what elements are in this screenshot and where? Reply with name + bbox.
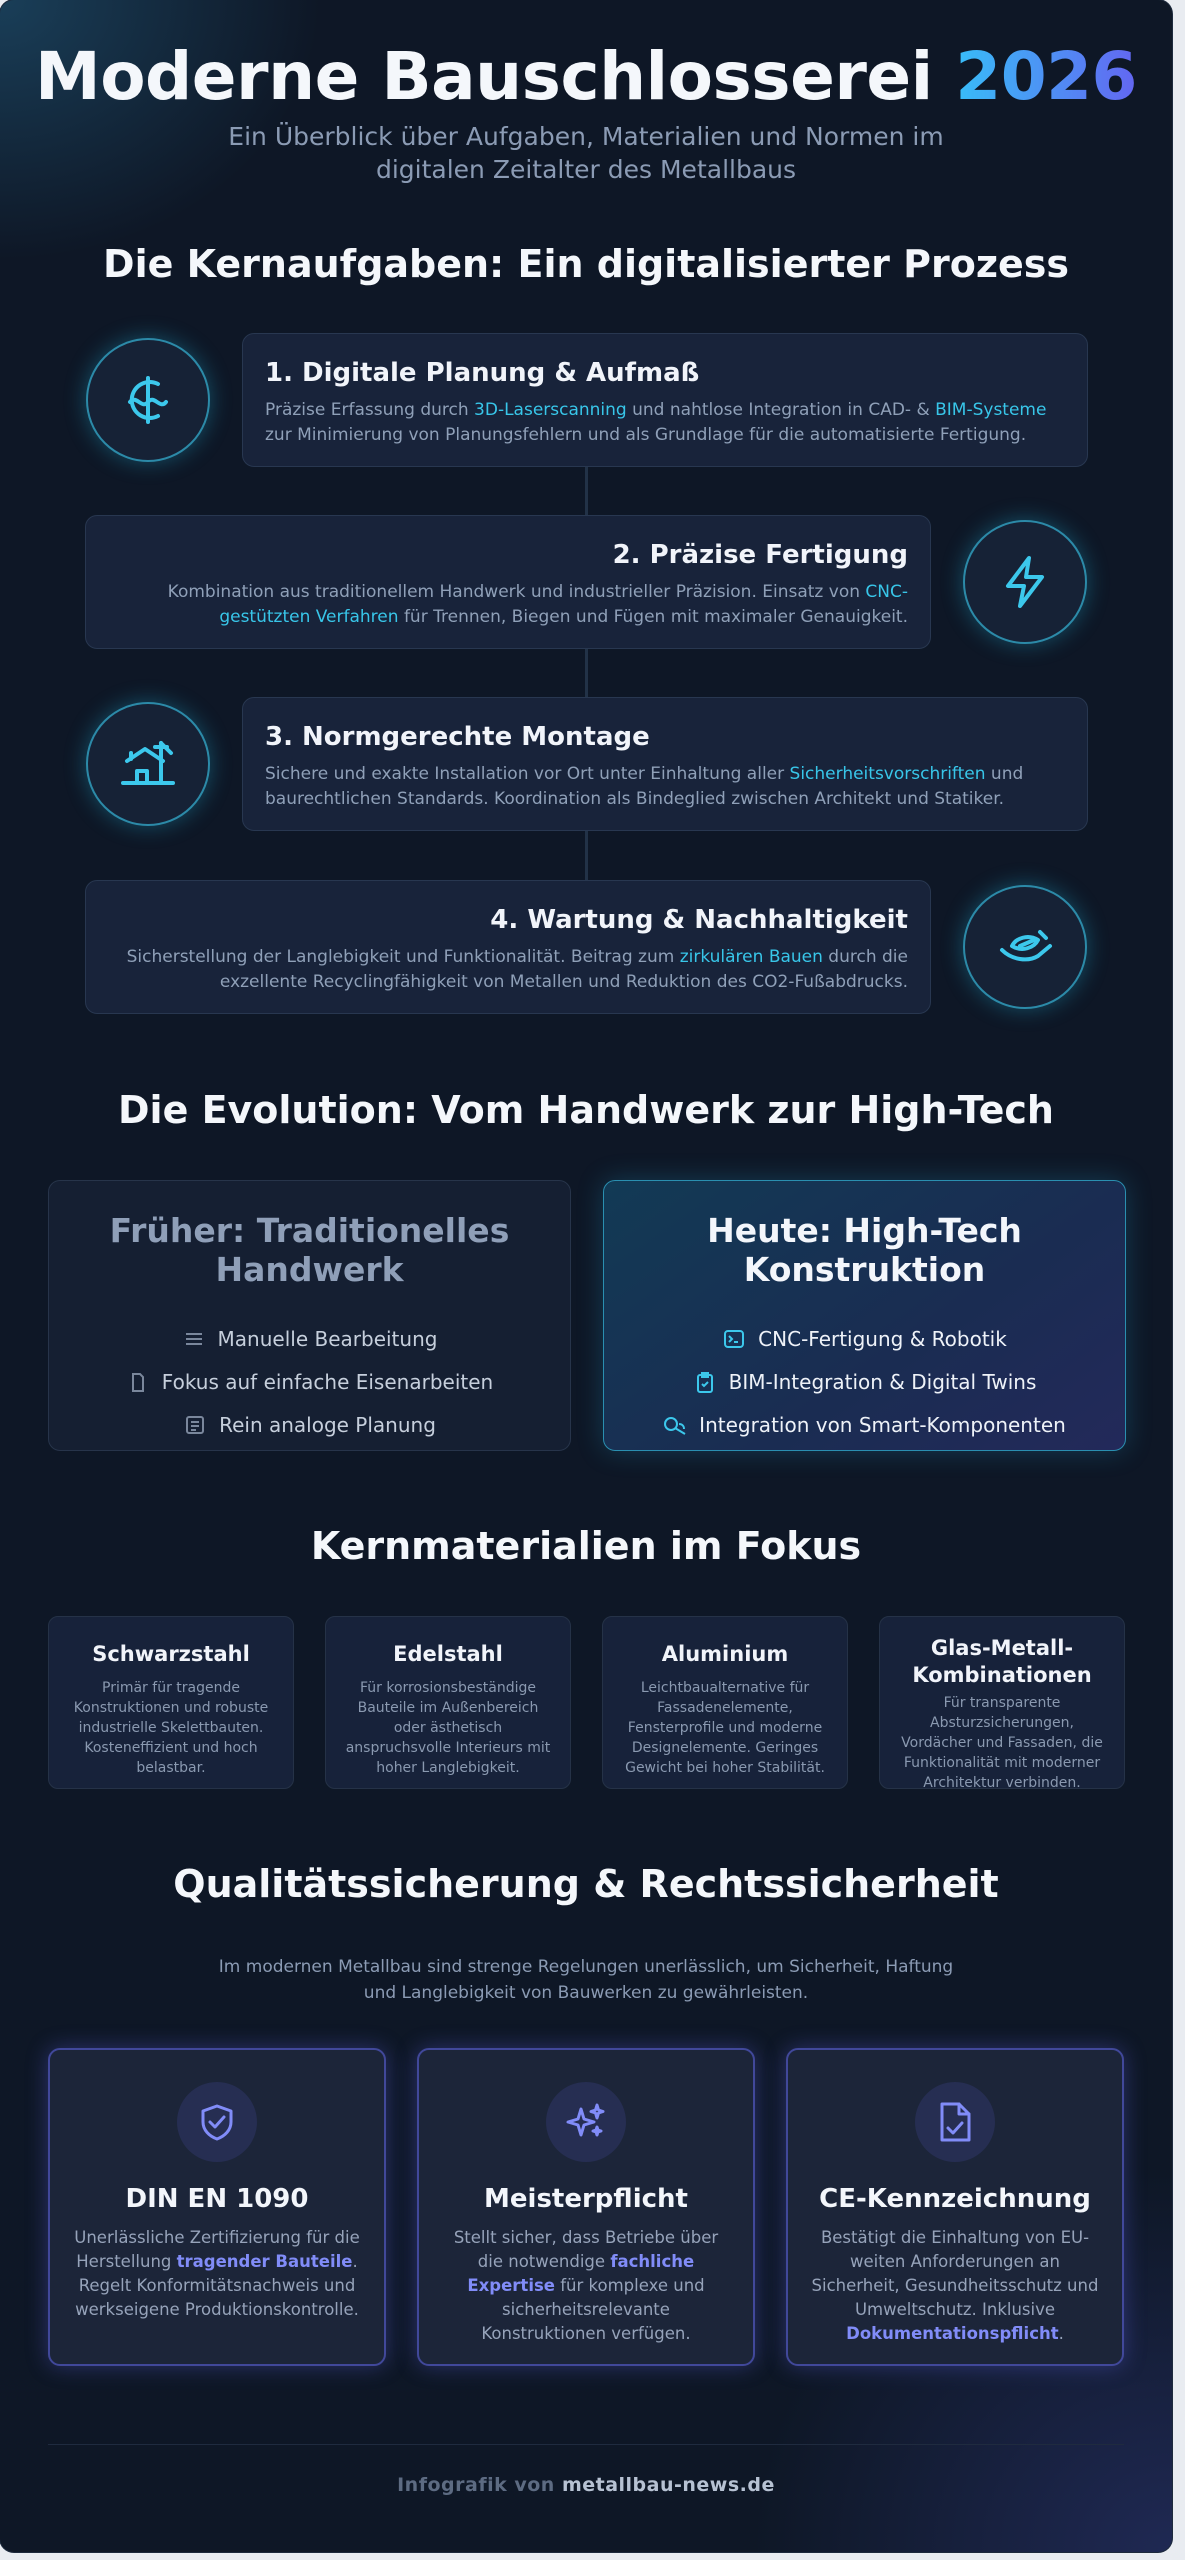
- quality-card-din-en-1090: [48, 2048, 386, 2366]
- material-card-glass-metal: [879, 1616, 1125, 1789]
- step-title: 2. Präzise Fertigung: [612, 540, 908, 570]
- document-check-icon: [915, 2082, 995, 2162]
- step-description: Sicherstellung der Langlebigkeit und Funktionalität. Beitrag zum zirkulären Bauen durch die exzellente Recyclingfähigkeit von Metallen und Reduktion des CO2-Fußabdrucks.: [126, 947, 908, 992]
- paper-plan-icon: [183, 1413, 207, 1437]
- step-digital-planning: [242, 333, 1088, 467]
- evolution-present-title: Heute: High-Tech Konstruktion: [707, 1211, 1022, 1289]
- footer-divider: [48, 2444, 1124, 2445]
- quality-title: Meisterpflicht: [484, 2184, 688, 2214]
- evolution-past-item: Manuelle Bearbeitung: [69, 1317, 550, 1360]
- material-title: Schwarzstahl: [92, 1642, 250, 1666]
- title-main: Moderne Bauschlosserei: [35, 38, 956, 115]
- step-description: Kombination aus traditionellem Handwerk und industrieller Präzision. Einsatz von CNC-gestützten Verfahren für Trennen, Biegen und Fügen mit maximaler Genauigkeit.: [167, 582, 908, 627]
- hand-tool-icon: [126, 1370, 150, 1394]
- quality-description: Stellt sicher, dass Betriebe über die notwendige fachliche Expertise für komplexe und sicherheitsrelevante Konstruktionen verfügen.: [453, 2228, 719, 2343]
- quality-heading: Qualitätssicherung & Rechtssicherheit: [173, 1862, 999, 1906]
- clipboard-icon: [693, 1370, 717, 1394]
- digital-planning-icon: [86, 338, 210, 462]
- material-description: Für transparente Absturzsicherungen, Vordächer und Fassaden, die Funktionalität mit moderner Architektur verbinden.: [901, 1695, 1103, 1791]
- evolution-past-item: Fokus auf einfache Eisenarbeiten: [69, 1360, 550, 1403]
- material-title: Edelstahl: [393, 1642, 503, 1666]
- step-standard-installation: [242, 697, 1088, 831]
- material-card-aluminium: [602, 1616, 848, 1789]
- evolution-present-item: CNC-Fertigung & Robotik: [624, 1317, 1105, 1360]
- step-title: 4. Wartung & Nachhaltigkeit: [490, 905, 908, 935]
- step-precise-manufacturing: [85, 515, 931, 649]
- shield-check-icon: [177, 2082, 257, 2162]
- material-description: Für korrosionsbeständige Bauteile im Außenbereich oder ästhetisch anspruchsvolle Interieurs mit hoher Langlebigkeit.: [345, 1680, 551, 1776]
- evolution-present-item: Integration von Smart-Komponenten: [624, 1403, 1105, 1446]
- step-description: Sichere und exakte Installation vor Ort unter Einhaltung aller Sicherheitsvorschriften und baurechtlichen Standards. Koordination als Bindeglied zwischen Architekt und Statiker.: [265, 764, 1024, 809]
- building-crane-icon: [86, 702, 210, 826]
- footer-credit: Infografik von metallbau-news.de: [397, 2474, 775, 2496]
- quality-description: Bestätigt die Einhaltung von EU-weiten Anforderungen an Sicherheit, Gesundheitsschutz und Umweltschutz. Inklusive Dokumentationspflicht.: [811, 2228, 1099, 2343]
- material-title: Aluminium: [661, 1642, 789, 1666]
- step-title: 3. Normgerechte Montage: [265, 722, 650, 752]
- evolution-past-title: Früher: Traditionelles Handwerk: [109, 1211, 510, 1289]
- quality-title: DIN EN 1090: [125, 2184, 309, 2214]
- material-card-stainless-steel: [325, 1616, 571, 1789]
- material-card-black-steel: [48, 1616, 294, 1789]
- lightning-icon: [963, 520, 1087, 644]
- page-subtitle: Ein Überblick über Aufgaben, Materialien und Normen im digitalen Zeitalter des Metallbaus: [228, 122, 944, 184]
- core-tasks-heading: Die Kernaufgaben: Ein digitalisierter Prozess: [103, 242, 1069, 286]
- quality-intro: Im modernen Metallbau sind strenge Regelungen unerlässlich, um Sicherheit, Haftung und Langlebigkeit von Bauwerken zu gewährleisten.: [218, 1957, 954, 2003]
- material-description: Leichtbaualternative für Fassadenelemente, Fensterprofile und moderne Designelemente. Geringes Gewicht bei hoher Stabilität.: [625, 1680, 825, 1776]
- evolution-present-card: [603, 1180, 1126, 1451]
- step-maintenance-sustainability: [85, 880, 931, 1014]
- evolution-past-item: Rein analoge Planung: [69, 1403, 550, 1446]
- smart-component-icon: [663, 1413, 687, 1437]
- page-title: [0, 38, 1172, 115]
- eco-hand-icon: [963, 885, 1087, 1009]
- material-description: Primär für tragende Konstruktionen und robuste industrielle Skelettbauten. Kosteneffizient und hoch belastbar.: [73, 1680, 269, 1776]
- terminal-icon: [722, 1327, 746, 1351]
- materials-heading: Kernmaterialien im Fokus: [310, 1524, 862, 1568]
- quality-card-meisterpflicht: [417, 2048, 755, 2366]
- evolution-past-card: [48, 1180, 571, 1451]
- sparkles-icon: [546, 2082, 626, 2162]
- quality-title: CE-Kennzeichnung: [819, 2184, 1091, 2214]
- material-title: Glas-Metall-Kombinationen: [912, 1636, 1092, 1687]
- step-title: 1. Digitale Planung & Aufmaß: [265, 358, 700, 388]
- quality-description: Unerlässliche Zertifizierung für die Herstellung tragender Bauteile. Regelt Konformitätsnachweis und werkseigene Produktionskontrolle.: [74, 2228, 360, 2319]
- evolution-heading: Die Evolution: Vom Handwerk zur High-Tech: [118, 1088, 1054, 1132]
- quality-card-ce-marking: [786, 2048, 1124, 2366]
- list-lines-icon: [182, 1327, 206, 1351]
- footer-site-link[interactable]: metallbau-news.de: [561, 2474, 775, 2496]
- evolution-present-item: BIM-Integration & Digital Twins: [624, 1360, 1105, 1403]
- title-year: 2026: [955, 38, 1137, 115]
- step-description: Präzise Erfassung durch 3D-Laserscanning und nahtlose Integration in CAD- & BIM-Systeme zur Minimierung von Planungsfehlern und als Grundlage für die automatisierte Fertigung.: [265, 400, 1047, 445]
